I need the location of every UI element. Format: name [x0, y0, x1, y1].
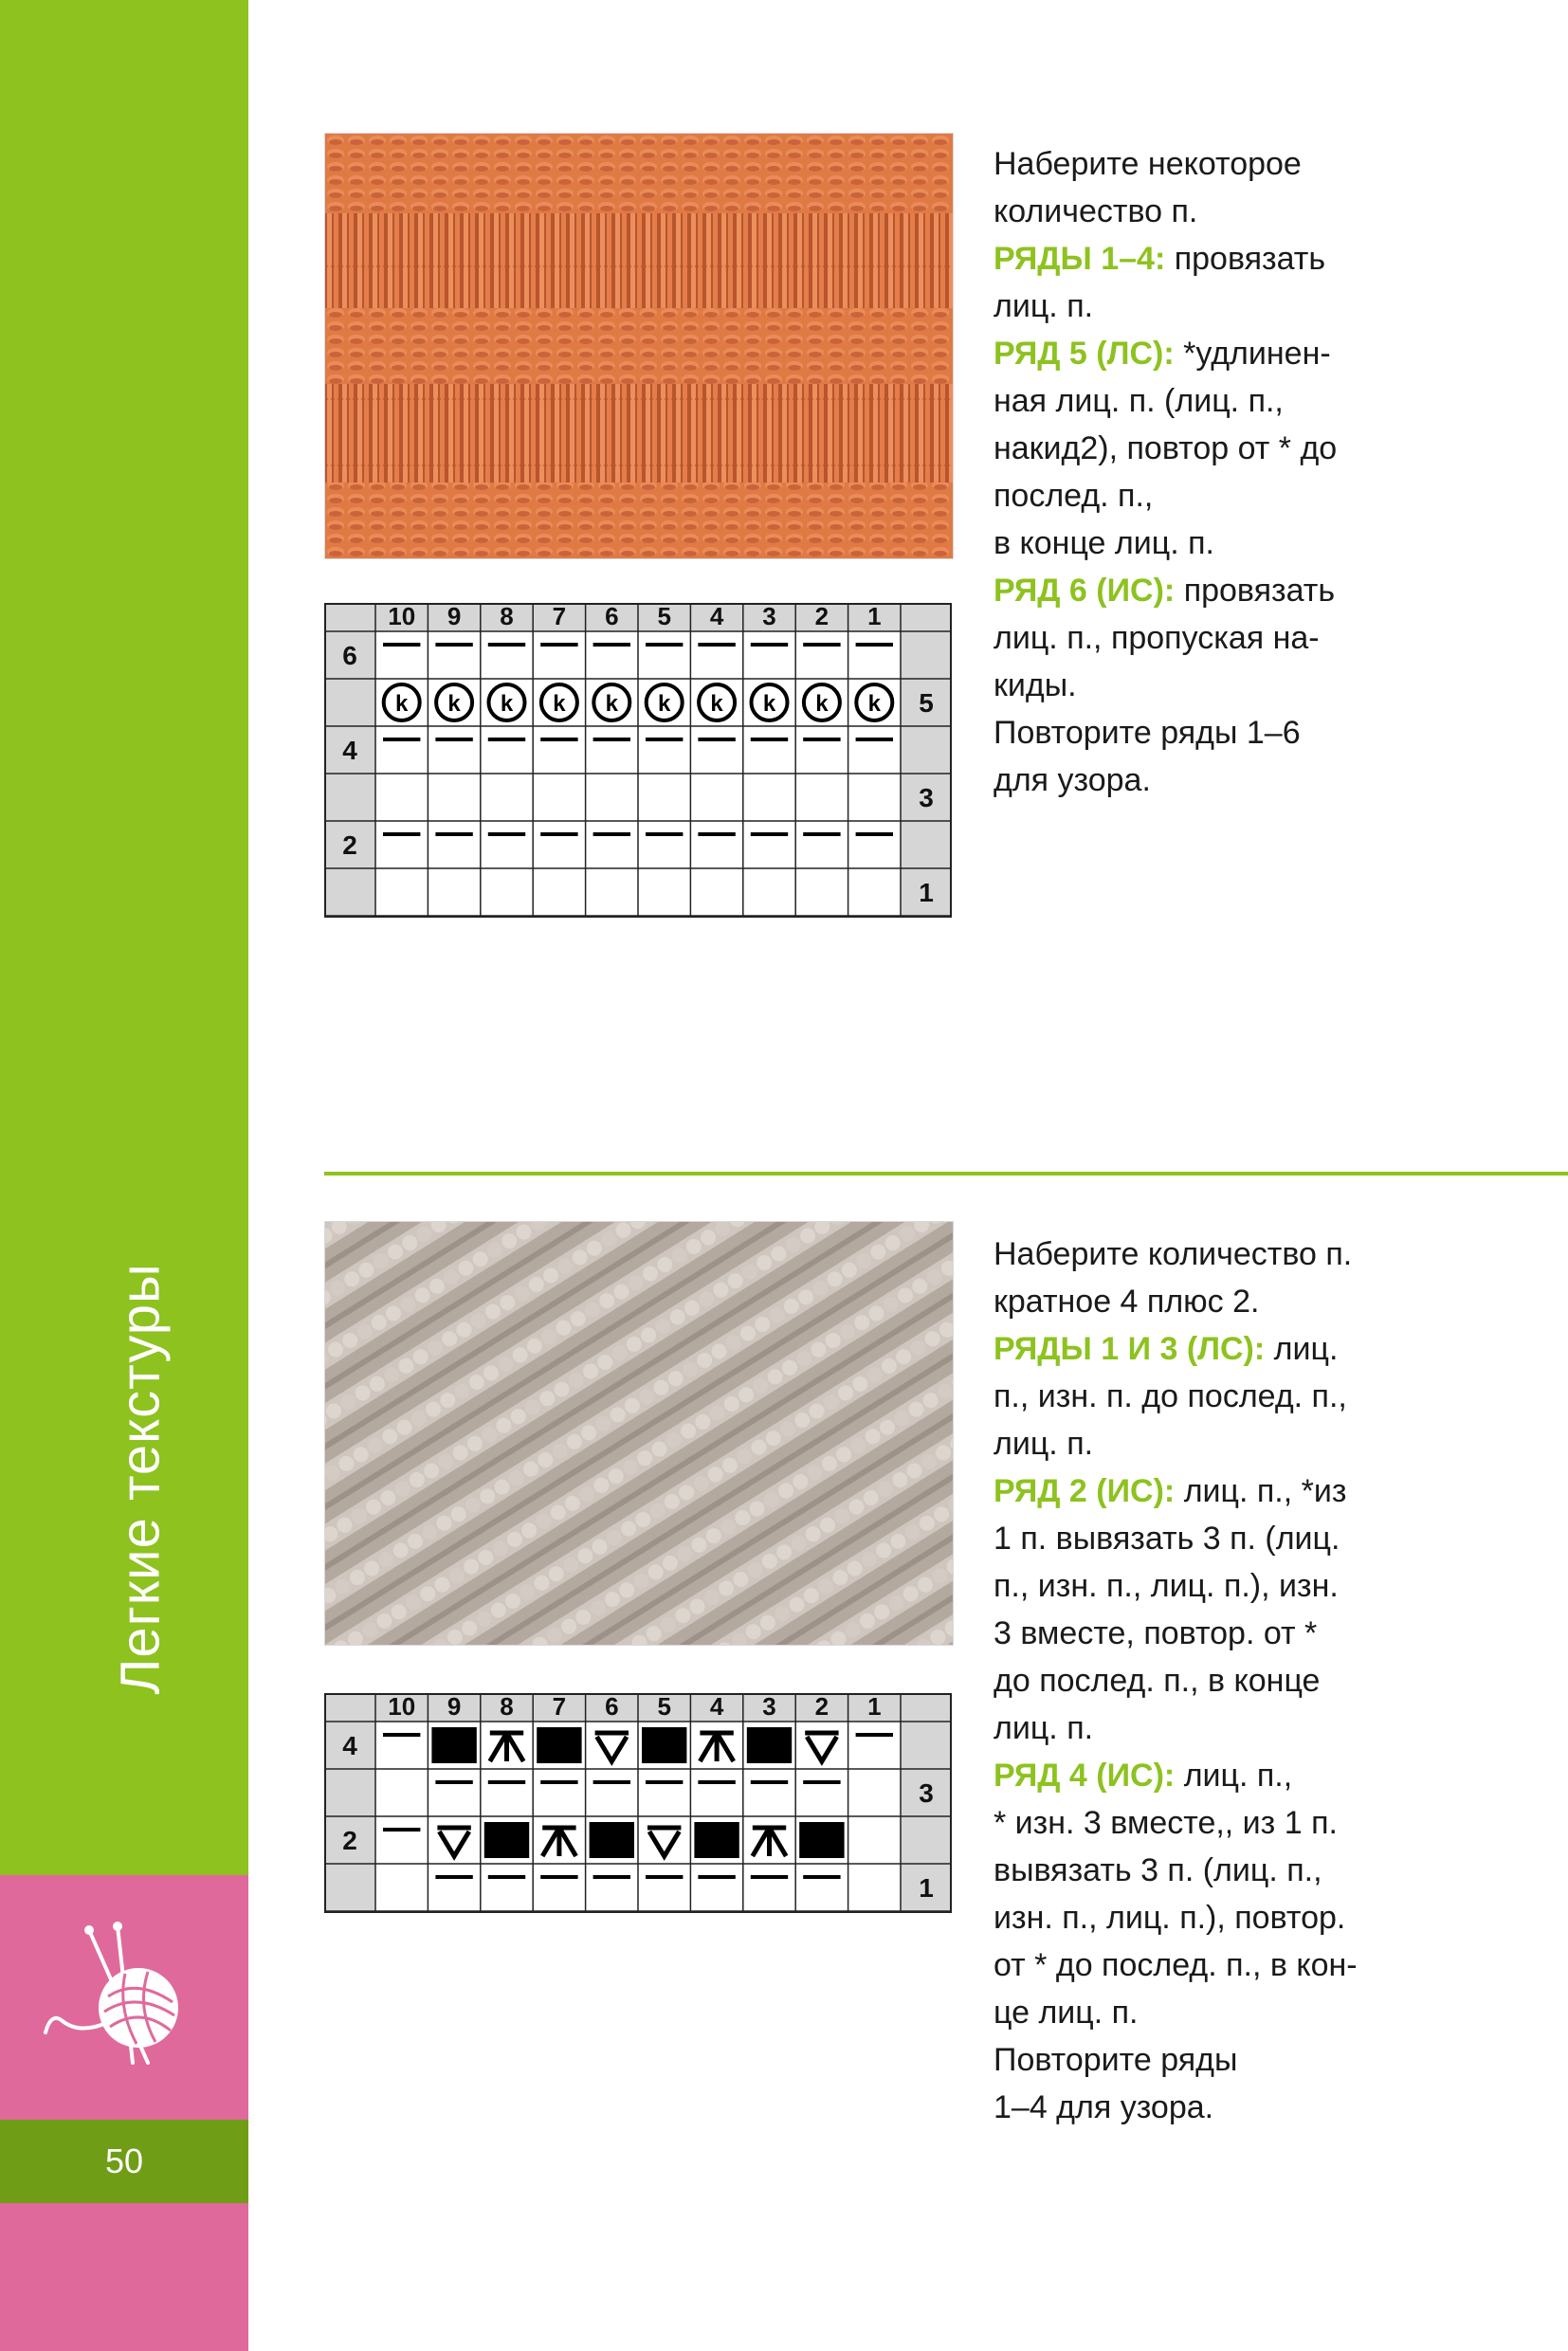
instruction-line: ная лиц. п. (лиц. п., — [994, 383, 1284, 419]
instruction-line: количество п. — [994, 193, 1198, 229]
orange-swatch-photo — [324, 133, 954, 559]
row-number: 2 — [342, 1826, 357, 1855]
instruction-text: провязать — [1175, 573, 1336, 609]
instruction-line: * изн. 3 вместе,, из 1 п. — [994, 1805, 1338, 1841]
pattern2-instructions — [994, 1230, 1411, 2131]
column-number: 7 — [552, 1693, 567, 1721]
instruction-text: провязать — [1165, 241, 1326, 277]
k-letter: k — [500, 691, 514, 717]
instruction-line: лиц. п. — [994, 1426, 1094, 1462]
k-letter: k — [658, 691, 671, 717]
yarn-ball-icon — [42, 1921, 212, 2082]
instruction-text: лиц. п., *из — [1175, 1473, 1347, 1509]
row-label: РЯД 4 (ИС): — [994, 1758, 1176, 1794]
instruction-line: накид2), повтор от * до — [994, 430, 1338, 466]
purl-3-together-symbol — [431, 1727, 476, 1763]
purl-3-together-symbol — [642, 1727, 686, 1763]
k-letter: k — [605, 691, 618, 717]
k-letter: k — [867, 691, 881, 717]
pattern1-instructions — [994, 140, 1411, 804]
column-number: 1 — [867, 603, 882, 630]
decrease-v-symbol — [437, 1828, 470, 1856]
decrease-v-symbol — [647, 1828, 681, 1856]
page-number: 50 — [104, 2141, 144, 2180]
purl-3-together-symbol — [484, 1822, 529, 1858]
pattern2-chart — [324, 1693, 952, 1913]
instruction-text: лиц. п., — [1175, 1758, 1293, 1794]
k-letter: k — [815, 691, 829, 717]
k-letter: k — [553, 691, 566, 717]
column-number: 2 — [814, 1693, 830, 1721]
knit-3-from-1-symbol — [753, 1828, 786, 1856]
instruction-line: Наберите количество п. — [994, 1236, 1353, 1272]
column-number: 9 — [447, 603, 462, 630]
instruction-line: п., изн. п., лиц. п.), изн. — [994, 1568, 1339, 1604]
row-number: 5 — [919, 688, 934, 718]
chart-left-labels — [324, 1693, 375, 1911]
k-letter: k — [447, 691, 461, 717]
knit-3-from-1-symbol — [490, 1733, 523, 1761]
instruction-line: вывязать 3 п. (лиц. п., — [994, 1852, 1322, 1888]
column-number: 10 — [388, 1693, 416, 1721]
section-title: Легкие текстуры — [109, 1263, 172, 1695]
column-number: 4 — [709, 1693, 724, 1721]
instruction-line: до послед. п., в конце — [994, 1663, 1321, 1699]
instruction-line — [994, 567, 1411, 614]
column-number: 8 — [500, 1693, 514, 1721]
instruction-line — [994, 1325, 1411, 1373]
row-label: РЯД 5 (ЛС): — [994, 336, 1175, 372]
instruction-line: Наберите некоторое — [994, 146, 1302, 182]
section-divider — [324, 1172, 1568, 1176]
sidebar-bottom-panel — [0, 2203, 248, 2351]
purl-3-together-symbol — [694, 1822, 738, 1858]
row-number: 3 — [919, 1778, 934, 1808]
column-number: 2 — [814, 603, 830, 630]
knit-3-from-1-symbol — [542, 1828, 575, 1856]
column-number: 10 — [388, 603, 416, 630]
instruction-line: Повторите ряды — [994, 2042, 1238, 2078]
row-number: 1 — [919, 878, 934, 907]
instruction-line: 1–4 для узора. — [994, 2089, 1214, 2125]
instruction-line: п., изн. п. до послед. п., — [994, 1378, 1347, 1414]
purl-3-together-symbol — [799, 1822, 844, 1858]
pattern1-chart — [324, 603, 952, 918]
column-number: 4 — [709, 603, 724, 630]
column-number: 7 — [552, 603, 567, 630]
instruction-text: *удлинен- — [1174, 336, 1331, 372]
purl-3-together-symbol — [590, 1822, 634, 1858]
knit-3-from-1-symbol — [700, 1733, 733, 1761]
instruction-line: изн. п., лиц. п.), повтор. — [994, 1900, 1346, 1936]
instruction-line: лиц. п., пропуская на- — [994, 620, 1320, 656]
k-letter: k — [762, 691, 776, 717]
instruction-line — [994, 1467, 1411, 1515]
column-number: 9 — [447, 1693, 462, 1721]
column-number: 6 — [605, 1693, 619, 1721]
row-number: 6 — [342, 641, 357, 670]
column-number: 3 — [762, 603, 776, 630]
instruction-line: для узора. — [994, 762, 1151, 798]
instruction-line: в конце лиц. п. — [994, 525, 1214, 561]
purl-3-together-symbol — [747, 1727, 792, 1763]
column-number: 5 — [657, 1693, 671, 1721]
row-number: 1 — [919, 1873, 934, 1903]
purl-3-together-symbol — [537, 1727, 581, 1763]
instruction-line: лиц. п. — [994, 1710, 1094, 1746]
row-label: РЯДЫ 1–4: — [994, 241, 1166, 277]
instruction-text: лиц. — [1265, 1331, 1339, 1367]
column-number: 1 — [867, 1693, 882, 1721]
row-number: 4 — [342, 1731, 357, 1760]
decrease-v-symbol — [805, 1733, 838, 1761]
row-number: 2 — [342, 830, 357, 860]
k-letter: k — [395, 691, 409, 717]
column-number: 6 — [605, 603, 619, 630]
beige-swatch-photo — [324, 1221, 954, 1646]
row-number: 4 — [342, 736, 357, 765]
column-number: 3 — [762, 1693, 776, 1721]
row-number: 3 — [919, 783, 934, 812]
instruction-line — [994, 1752, 1411, 1799]
instruction-line: кратное 4 плюс 2. — [994, 1284, 1260, 1320]
instruction-line: це лиц. п. — [994, 1995, 1139, 2031]
column-number: 5 — [657, 603, 671, 630]
column-number: 8 — [500, 603, 514, 630]
instruction-line: послед. п., — [994, 478, 1154, 514]
instruction-line: от * до послед. п., в кон- — [994, 1947, 1358, 1983]
row-label: РЯД 2 (ИС): — [994, 1473, 1176, 1509]
instruction-line: 3 вместе, повтор. от * — [994, 1615, 1318, 1651]
instruction-line: лиц. п. — [994, 288, 1094, 324]
instruction-line: Повторите ряды 1–6 — [994, 715, 1301, 751]
k-letter: k — [710, 691, 723, 717]
instruction-line — [994, 330, 1411, 377]
instruction-line — [994, 235, 1411, 282]
instruction-line: 1 п. вывязать 3 п. (лиц. — [994, 1521, 1340, 1557]
row-label: РЯД 6 (ИС): — [994, 573, 1176, 609]
row-label: РЯДЫ 1 И 3 (ЛС): — [994, 1331, 1266, 1367]
decrease-v-symbol — [595, 1733, 629, 1761]
instruction-line: киды. — [994, 667, 1077, 703]
